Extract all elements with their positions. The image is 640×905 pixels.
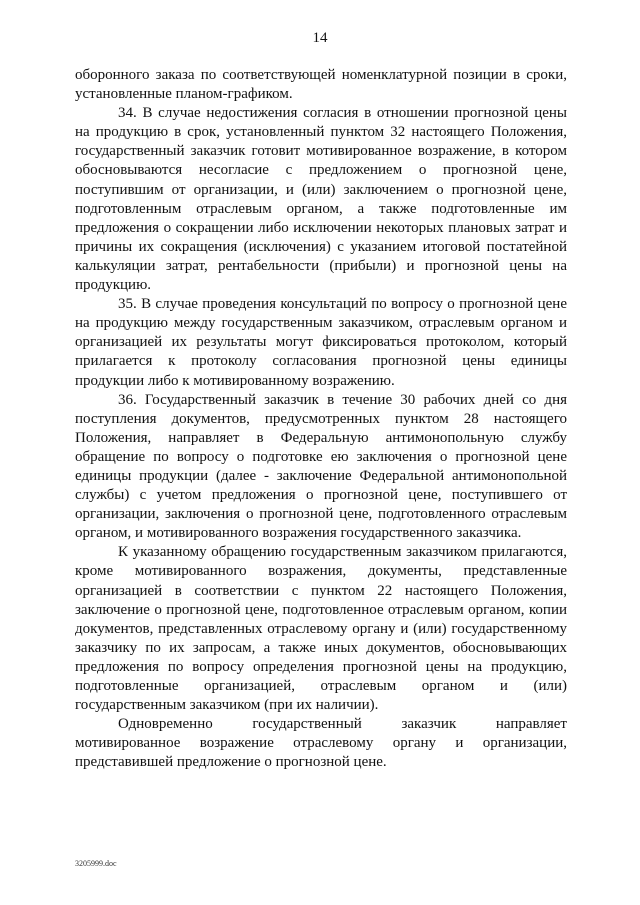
paragraph-34: 34. В случае недостижения согласия в отношении прогнозной цены на продукцию в срок, установленный пунктом 32 настоящего Положения, государственный заказчик готовит мотивированное возражение, в котором обосновываются несогласие с предложением о прогнозной цене, поступившим от организации, и (или) заключением о прогнозной цене, подготовленным отраслевым органом, а также подготовленные им предложения о сокращении либо исключении некоторых плановых затрат и причины их сокращения (исключения) с указанием итоговой постатейной калькуляции затрат, рентабельности (прибыли) и прогнозной цены на продукцию.: [75, 105, 567, 294]
paragraph-36: 36. Государственный заказчик в течение 30 рабочих дней со дня поступления документов, предусмотренных пунктом 28 настоящего Положения, направляет в Федеральную антимонопольную службу обращение по вопросу о подготовке ею заключения о прогнозной цене единицы продукции (далее - заключение Федеральной антимонопольной службы) с учетом предложения о прогнозной цене, поступившего от организации, заключения о прогнозной цене, подготовленного отраслевым органом, и мотивированного возражения государственного заказчика.: [75, 391, 567, 542]
paragraph-continuation: оборонного заказа по соответствующей номенклатурной позиции в сроки, установленные планом-графиком.: [75, 67, 567, 103]
footer-filename: 3205999.doc: [75, 859, 117, 868]
document-body: [75, 66, 567, 772]
paragraph-simultaneously: Одновременно государственный заказчик направляет мотивированное возражение отраслевому органу и организации, представившей предложение о прогнозной цене.: [75, 716, 567, 771]
paragraph-35: 35. В случае проведения консультаций по вопросу о прогнозной цене на продукцию между государственным заказчиком, отраслевым органом и организацией их результаты могут фиксироваться протоколом, который прилагается к протоколу согласования прогнозной цены единицы продукции либо к мотивированному возражению.: [75, 296, 567, 389]
page-number: 14: [312, 30, 328, 46]
paragraph-attachments: К указанному обращению государственным заказчиком прилагаются, кроме мотивированного возражения, документы, представленные организацией в соответствии с пунктом 22 настоящего Положения, заключение о прогнозной цене, подготовленное отраслевым органом, копии документов, представленных отраслевому органу и (или) государственному заказчику по их запросам, а также иных документов, обосновывающих предложения по вопросу определения прогнозной цены на продукцию, подготовленные организацией, отраслевым органом и (или) государственным заказчиком (при их наличии).: [75, 544, 567, 714]
